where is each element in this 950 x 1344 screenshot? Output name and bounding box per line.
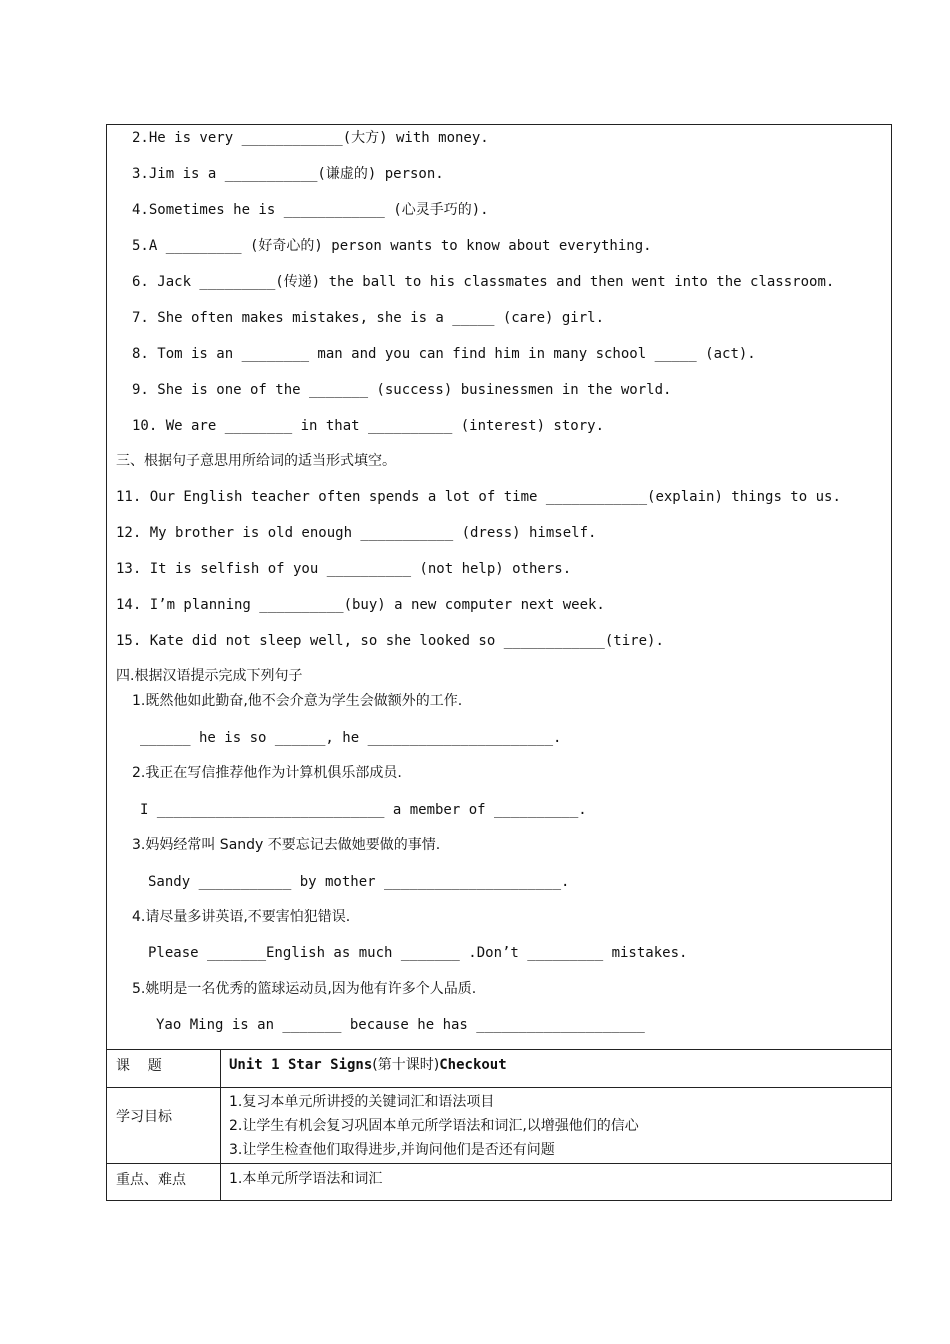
question-15: 15. Kate did not sleep well, so she looked so ____________(tire). — [116, 633, 664, 649]
translate-4-prompt: 4.请尽量多讲英语,不要害怕犯错误. — [132, 909, 351, 925]
question-8: 8. Tom is an ________ man and you can find him in many school _____ (act). — [132, 346, 756, 362]
topic-row — [107, 1050, 892, 1088]
translate-1-answer: ______ he is so ______, he ______________________. — [140, 730, 562, 746]
translate-5-answer: Yao Ming is an _______ because he has ____________________ — [156, 1017, 645, 1033]
question-4: 4.Sometimes he is ____________ (心灵手巧的). — [132, 202, 489, 218]
translate-1-prompt: 1.既然他如此勤奋,他不会介意为学生会做额外的工作. — [132, 693, 463, 709]
goal-item: 2.让学生有机会复习巩固本单元所学语法和词汇,以增强他们的信心 — [229, 1118, 639, 1134]
lesson-name: Checkout — [439, 1057, 507, 1073]
question-13: 13. It is selfish of you __________ (not help) others. — [116, 561, 572, 577]
goal-item: 1.复习本单元所讲授的关键词汇和语法项目 — [229, 1094, 495, 1110]
lesson-number: (第十课时) — [372, 1057, 440, 1073]
question-3: 3.Jim is a ___________(谦虚的) person. — [132, 166, 444, 182]
goals-label: 学习目标 — [116, 1109, 172, 1125]
question-2: 2.He is very ____________(大方) with money. — [132, 130, 489, 146]
goals-cell — [221, 1088, 892, 1164]
focus-item: 1.本单元所学语法和词汇 — [229, 1171, 383, 1187]
question-5: 5.A _________ (好奇心的) person wants to know about everything. — [132, 238, 652, 254]
focus-cell — [221, 1164, 892, 1201]
section-4-heading: 四.根据汉语提示完成下列句子 — [116, 668, 303, 684]
question-11: 11. Our English teacher often spends a lot of time ____________(explain) things to us. — [116, 489, 841, 505]
focus-label-cell — [107, 1164, 221, 1201]
focus-row — [107, 1164, 892, 1201]
focus-label: 重点、难点 — [116, 1172, 186, 1188]
topic-label: 课 题 — [116, 1058, 162, 1074]
translate-3-prompt: 3.妈妈经常叫 Sandy 不要忘记去做她要做的事情. — [132, 837, 441, 853]
lesson-info-table — [106, 1049, 892, 1201]
goals-row — [107, 1088, 892, 1164]
question-9: 9. She is one of the _______ (success) businessmen in the world. — [132, 382, 672, 398]
goals-label-cell — [107, 1088, 221, 1164]
unit-title: Unit 1 Star Signs — [229, 1057, 373, 1073]
question-6: 6. Jack _________(传递) the ball to his classmates and then went into the classroom. — [132, 274, 835, 290]
goal-item: 3.让学生检查他们取得进步,并询问他们是否还有问题 — [229, 1142, 555, 1158]
translate-5-prompt: 5.姚明是一名优秀的篮球运动员,因为他有许多个人品质. — [132, 981, 477, 997]
question-10: 10. We are ________ in that __________ (interest) story. — [132, 418, 605, 434]
translate-4-answer: Please _______English as much _______ .Don’t _________ mistakes. — [148, 945, 688, 961]
translate-3-answer: Sandy ___________ by mother _____________________. — [148, 874, 570, 890]
topic-value — [229, 1057, 507, 1073]
question-7: 7. She often makes mistakes, she is a _____ (care) girl. — [132, 310, 605, 326]
question-12: 12. My brother is old enough ___________ (dress) himself. — [116, 525, 597, 541]
topic-label-cell — [107, 1050, 221, 1088]
translate-2-answer: I ___________________________ a member of __________. — [140, 802, 587, 818]
question-14: 14. I’m planning __________(buy) a new computer next week. — [116, 597, 605, 613]
section-3-heading: 三、根据句子意思用所给词的适当形式填空。 — [116, 453, 396, 469]
translate-2-prompt: 2.我正在写信推荐他作为计算机俱乐部成员. — [132, 765, 402, 781]
topic-value-cell — [221, 1050, 892, 1088]
